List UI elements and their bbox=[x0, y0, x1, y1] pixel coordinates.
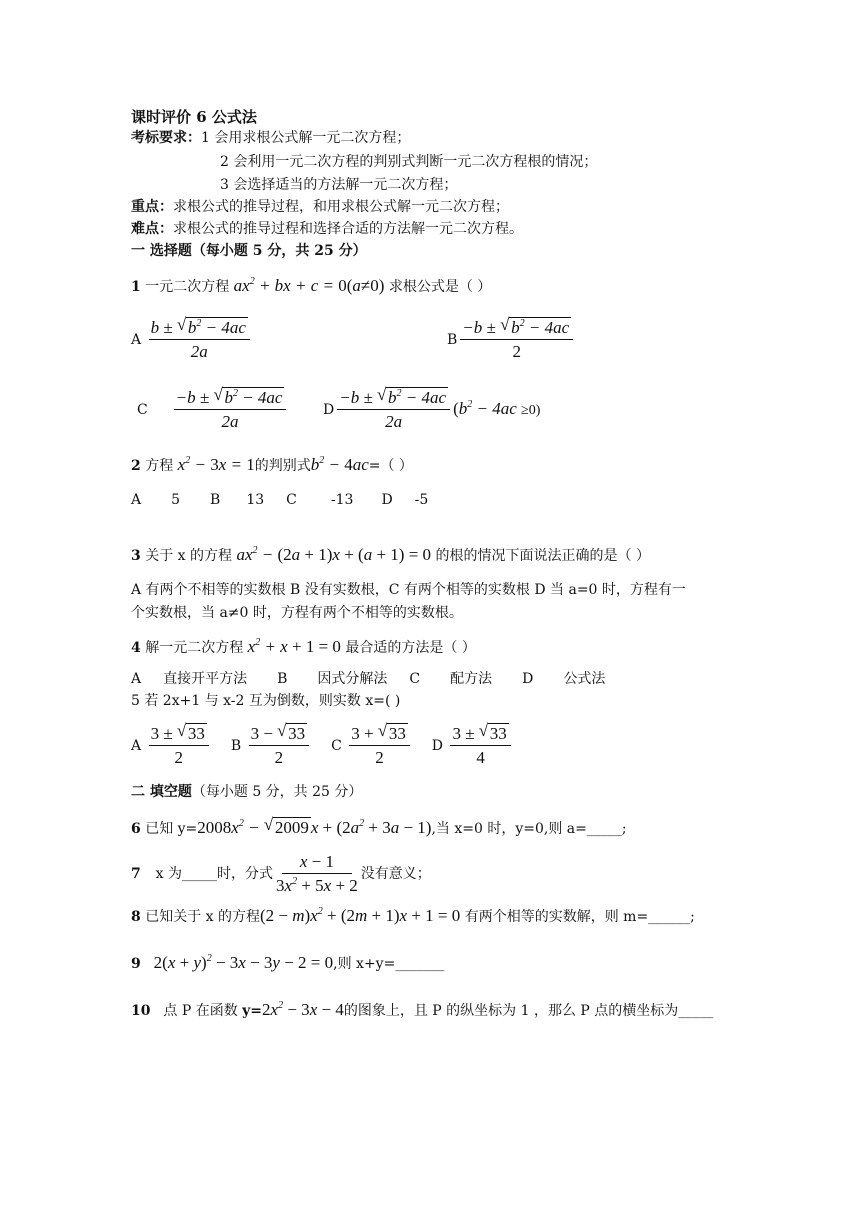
question-number: 6 bbox=[131, 821, 141, 837]
question-3-choices-line-2: 个实数根，当 a≠0 时，方程有两个不相等的实数根。 bbox=[131, 605, 463, 621]
equation: $ax^2 - (2a + 1)x + (a + 1) = 0$ bbox=[236, 545, 432, 564]
fraction: $\frac{x - 1}{3x^2 + 5x + 2}$ bbox=[276, 852, 358, 895]
discriminant: $b^2 - 4ac$ bbox=[310, 455, 369, 474]
question-number: 7 bbox=[131, 866, 141, 882]
choice-label: B bbox=[277, 671, 288, 687]
question-5-choices bbox=[131, 721, 514, 768]
question-2 bbox=[131, 455, 413, 476]
fraction: −b ± √ $b^2 - 4ac$ 2 bbox=[460, 318, 573, 362]
fraction: b ± √ $b^2 - 4ac$ 2a bbox=[149, 318, 250, 362]
question-8 bbox=[131, 906, 695, 927]
equation: $x^2 - 3x = 1$ bbox=[177, 455, 255, 474]
requirements-line-1 bbox=[131, 128, 410, 148]
question-6 bbox=[131, 815, 627, 839]
choice-value: 13 bbox=[246, 492, 265, 508]
choice-b bbox=[447, 315, 576, 362]
equation: $2(x + y)^2 - 3x - 3y - 2 = 0$ bbox=[153, 953, 334, 972]
question-text: 一元二次方程 bbox=[145, 279, 230, 295]
section-2-note: （每小题 5 分，共 25 分） bbox=[191, 784, 363, 800]
choice-label: A bbox=[131, 332, 142, 348]
question-text: 的判别式 bbox=[254, 458, 311, 474]
question-number: 9 bbox=[131, 956, 141, 972]
question-text: 的根的情况下面说法正确的是（ ） bbox=[435, 548, 650, 564]
choice-label: C bbox=[286, 492, 297, 508]
choice-value: 公式法 bbox=[563, 671, 606, 687]
requirements-label: 考标要求： bbox=[131, 130, 201, 146]
choice-label: D bbox=[381, 492, 393, 508]
question-3 bbox=[131, 545, 650, 566]
choice-value: 直接开平方法 bbox=[163, 671, 248, 687]
choice-value: 因式分解法 bbox=[317, 671, 388, 687]
question-number: 3 bbox=[131, 548, 141, 564]
fraction: 3 ± √ 33 4 bbox=[450, 724, 510, 768]
question-text: 的图象上，且 P 的纵坐标为 1 ，那么 P 点的横坐标为_____ bbox=[343, 1003, 714, 1019]
choice-value: 配方法 bbox=[450, 671, 493, 687]
choice-label: A bbox=[131, 738, 142, 754]
equation: $x^2 + x + 1 = 0$ bbox=[247, 637, 341, 656]
section-2-title bbox=[131, 782, 362, 802]
question-text: 已知 y= bbox=[145, 821, 198, 837]
question-1 bbox=[131, 276, 491, 297]
page-title: 课时评价 6 公式法 bbox=[131, 108, 257, 126]
question-text: x 为_____时，分式 bbox=[155, 866, 274, 882]
question-text: ,当 x=0 时，y=0,则 a=_____; bbox=[431, 821, 627, 837]
section-2-heading: 二 填空题 bbox=[131, 784, 192, 800]
question-text: ,则 x+y=_______ bbox=[333, 956, 445, 972]
question-3-choices-line-1: A 有两个不相等的实数根 B 没有实数根，C 有两个相等的实数根 D 当 a=0 时，方程有一 bbox=[131, 582, 686, 598]
equation: $(2 - m)x^2 + (2m + 1)x + 1 = 0$ bbox=[260, 906, 461, 925]
fraction: −b ± √ $b^2 - 4ac$ 2a bbox=[174, 388, 287, 432]
question-text: 有两个相等的实数解，则 m=______; bbox=[464, 909, 695, 925]
choice-value: 5 bbox=[171, 492, 181, 508]
difficulty-text: 求根公式的推导过程和选择合适的方法解一元二次方程。 bbox=[173, 221, 523, 237]
fraction: −b ± √ $b^2 - 4ac$ 2a bbox=[337, 388, 450, 432]
equation: $ax^2$ + bx + c = 0(a≠0) bbox=[233, 276, 385, 295]
question-number: 10 bbox=[131, 1003, 151, 1019]
choice-d bbox=[323, 385, 541, 432]
question-number: 4 bbox=[131, 640, 141, 656]
choice-label: B bbox=[447, 332, 458, 348]
choice-label: A bbox=[131, 492, 142, 508]
question-2-choices bbox=[131, 490, 428, 510]
question-number: 8 bbox=[131, 909, 141, 925]
choice-label: D bbox=[431, 738, 443, 754]
question-7 bbox=[131, 852, 431, 896]
question-10 bbox=[131, 1000, 713, 1021]
function-label: y= bbox=[242, 1003, 263, 1019]
question-text: 没有意义； bbox=[360, 866, 431, 882]
difficulty-label: 难点： bbox=[131, 221, 173, 237]
choice-label: C bbox=[331, 738, 342, 754]
section-1-title: 一 选择题（每小题 5 分，共 25 分） bbox=[131, 243, 367, 259]
choice-c bbox=[137, 385, 289, 432]
equation: $2x^2 - 3x - 4$ bbox=[262, 1000, 344, 1019]
question-text: 关于 x 的方程 bbox=[145, 548, 232, 564]
requirement-2: 2 会利用一元二次方程的判别式判断一元二次方程根的情况； bbox=[220, 154, 598, 170]
difficulty bbox=[131, 219, 523, 239]
question-number: 1 bbox=[131, 279, 141, 295]
question-text: =（ ） bbox=[368, 458, 413, 474]
condition: $(b^2 - 4ac \ge 0)$ bbox=[453, 399, 541, 418]
choice-label: B bbox=[230, 738, 242, 754]
key-point bbox=[131, 197, 509, 217]
question-text: 求根公式是（ ） bbox=[388, 279, 492, 295]
key-point-label: 重点： bbox=[131, 199, 173, 215]
key-point-text: 求根公式的推导过程，和用求根公式解一元二次方程； bbox=[173, 199, 509, 215]
choice-value: -13 bbox=[330, 492, 354, 508]
question-text: 方程 bbox=[145, 458, 174, 474]
choice-label: D bbox=[522, 671, 534, 687]
question-4 bbox=[131, 637, 476, 658]
question-9 bbox=[131, 953, 444, 974]
choice-label: A bbox=[131, 671, 142, 687]
fraction: 3 − √ 33 2 bbox=[249, 724, 310, 768]
equation: $2008x^2$ − √ 2009 $x + (2a^2 + 3a - 1)$ bbox=[197, 815, 432, 837]
fraction: 3 + √ 33 2 bbox=[349, 724, 410, 768]
requirement-3: 3 会选择适当的方法解一元二次方程； bbox=[220, 177, 458, 193]
fraction: 3 ± √ 33 2 bbox=[149, 724, 209, 768]
question-text: 最合适的方法是（ ） bbox=[345, 640, 476, 656]
choice-label: D bbox=[323, 402, 335, 418]
requirement-1: 1 会用求根公式解一元二次方程； bbox=[201, 130, 411, 146]
question-number: 2 bbox=[131, 458, 141, 474]
choice-label: C bbox=[409, 671, 421, 687]
choice-a bbox=[131, 315, 253, 362]
question-5: 5 若 2x+1 与 x-2 互为倒数，则实数 x=( ) bbox=[131, 693, 401, 709]
choice-label: B bbox=[210, 492, 221, 508]
choice-value: -5 bbox=[414, 492, 429, 508]
question-text: 解一元二次方程 bbox=[145, 640, 244, 656]
question-text: 已知关于 x 的方程 bbox=[145, 909, 260, 925]
question-text: 点 P 在函数 bbox=[163, 1003, 238, 1019]
question-4-choices bbox=[131, 669, 605, 689]
choice-label: C bbox=[137, 402, 148, 418]
